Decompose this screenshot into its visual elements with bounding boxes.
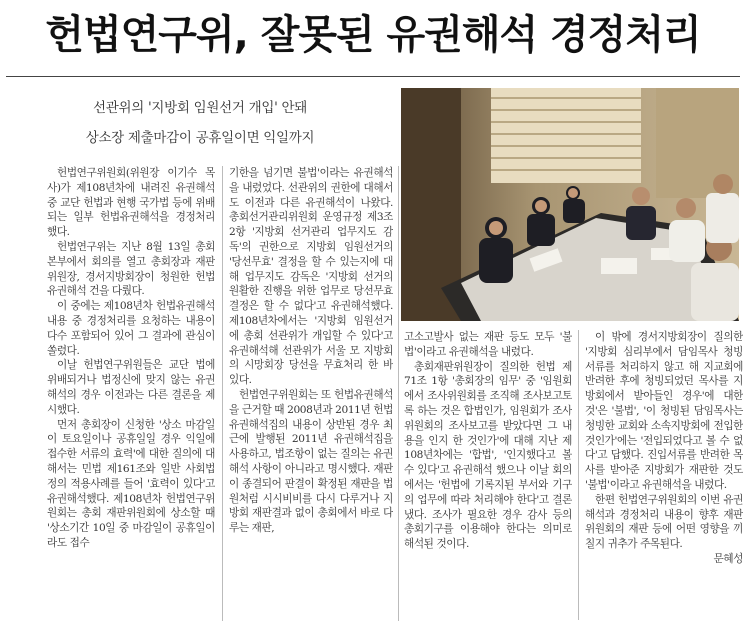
headline: 헌법연구위, 잘못된 유권해석 경정처리 bbox=[45, 12, 701, 58]
paragraph: 헌법연구위원회(위원장 이기수 목사)가 제108년차에 내려진 유권해석 중 교단 헌법과 현행 국가법 등에 위배되는 일부 헌법유권해석을 경정처리 했다. bbox=[47, 167, 215, 239]
headline-rule bbox=[6, 76, 740, 77]
byline: 문혜성 bbox=[713, 552, 743, 565]
article-column-2 bbox=[229, 166, 393, 626]
column-divider bbox=[398, 166, 399, 621]
paragraph: 총회재판위원장이 질의한 헌법 제71조 1항 '총회장의 임무' 중 '임원회에서 조사위원회를 조직해 조사보고토록 하는 것은 합법인가, 임원회가 조사위원회의 조사보고를 받았다면 그 내용을 인지 한 것인가'에 대해 지난 제108년차에는 '합법', '인지했다고 볼 수 있다'고 유권해석 했으나 이날 회의에서는 '헌법에 기록지된 부서와 기구의 업무에 따라 처리해야 한다'고 결론냈다. 조사가 필요한 경우 감사 등의 총회기구를 이용해야 한다는 의미로 해석된 것이다. bbox=[404, 360, 572, 551]
paragraph: 한편 헌법연구위원회의 이번 유권해석과 경정처리 내용이 향후 재판위원회의 재판 등에 어떤 영향을 끼칠지 귀추가 주목된다. bbox=[585, 493, 743, 551]
subhead-2: 상소장 제출마감이 공휴일이면 익일까지 bbox=[85, 130, 315, 146]
article-column-4 bbox=[585, 330, 743, 620]
paragraph: 기한을 넘기면 불법'이라는 유권해석을 내렸었다. 선관위의 권한에 대해서도 이전과 다른 유권해석이 나왔다. 총회선거관리위원회 운영규정 제3조 2항 '지방회 선거관리 업무지도 감독'의 권한으로 지방회 임원선거의 '당선무효' 결정을 할 수 있는지에 대해 업무지도 감독은 '지방회 선거의 원활한 진행을 위한 업무로 당선무효 결정은 할 수 없다'고 유권해석했다. 제108년차에서는 '지방회 임원선거에 총회 선관위가 개입할 수 있다'고 유권해석해 선관위가 서울 모 지방회의 시망회장 당선을 무효처리 한 바 있다. bbox=[229, 167, 393, 387]
column-divider bbox=[222, 166, 223, 621]
paragraph: 고소고발사 없는 재판 등도 모두 '불법'이라고 유권해석을 내렸다. bbox=[404, 331, 572, 358]
subhead-1: 선관위의 '지방회 임원선거 개입' 안돼 bbox=[93, 100, 307, 116]
article-column-3 bbox=[404, 330, 572, 620]
paragraph: 이날 헌법연구위원들은 교단 법에 위배되거나 법정신에 맞지 않는 유권해석의 경우 이전과는 다른 결론을 제시했다. bbox=[47, 359, 215, 416]
paragraph: 헌법연구위는 지난 8월 13일 총회본부에서 회의를 열고 총회장과 재판위원장, 경서지방회장이 청원한 헌법유권해석 건을 다뤘다. bbox=[47, 240, 215, 298]
article-column-1 bbox=[47, 166, 215, 626]
paragraph: 이 중에는 제108년차 헌법유권해석 내용 중 경정처리를 요청하는 내용이 다수 포함되어 있어 그 결과에 관심이 쏠렸다. bbox=[47, 300, 215, 357]
paragraph: 이 밖에 경서지방회장이 질의한 '지방회 심리부에서 담임목사 청빙서류를 처리하지 않고 해 지교회에 반려한 후에 청빙되었던 목사를 지방회에서 받아들인 경우'에 대한 것'은 '불법', '이 청빙된 담임목사는 청빙한 교회와 소속지방회에 전입한 것인가'에는 '전입되었다고 볼 수 없다'고 답했다. 진입서류를 반려한 목사를 받아준 지방회가 재판한 것도 '불법'이라고 유권해석을 내렸다. bbox=[585, 331, 743, 491]
paragraph: 헌법연구위원회는 또 헌법유권해석을 근거할 때 2008년과 2011년 헌법유권해석집의 내용이 상반된 경우 최근에 발행된 2011년 유권해석집을 사용하고, 법조항이 없는 질의는 유권해석 사항이 아니라고 명시했다. 재판이 종결되어 판결이 확정된 재판을 법원처럼 시시비비를 다시 다루거나 지방회 재판결과 없이 총회에서 바로 다루는 재판, bbox=[229, 388, 393, 535]
meeting-photo bbox=[401, 88, 739, 321]
paragraph: 먼저 총회장이 신청한 '상소 마감일이 토요일이나 공휴일일 경우 익일에 접수한 서류의 효력'에 대한 질의에 대해서는 민법 제161조와 일반 사회법정의 적용사례를 들어 '효력이 있다'고 유권해석했다. 제108년차 헌법연구위원회는 총회 재판위원회에 상소할 때 '상소기간 10일 중 마감일이 공휴일이라도 접수 bbox=[47, 418, 215, 549]
column-divider bbox=[578, 330, 579, 620]
meeting-photo-illustration bbox=[401, 88, 739, 321]
